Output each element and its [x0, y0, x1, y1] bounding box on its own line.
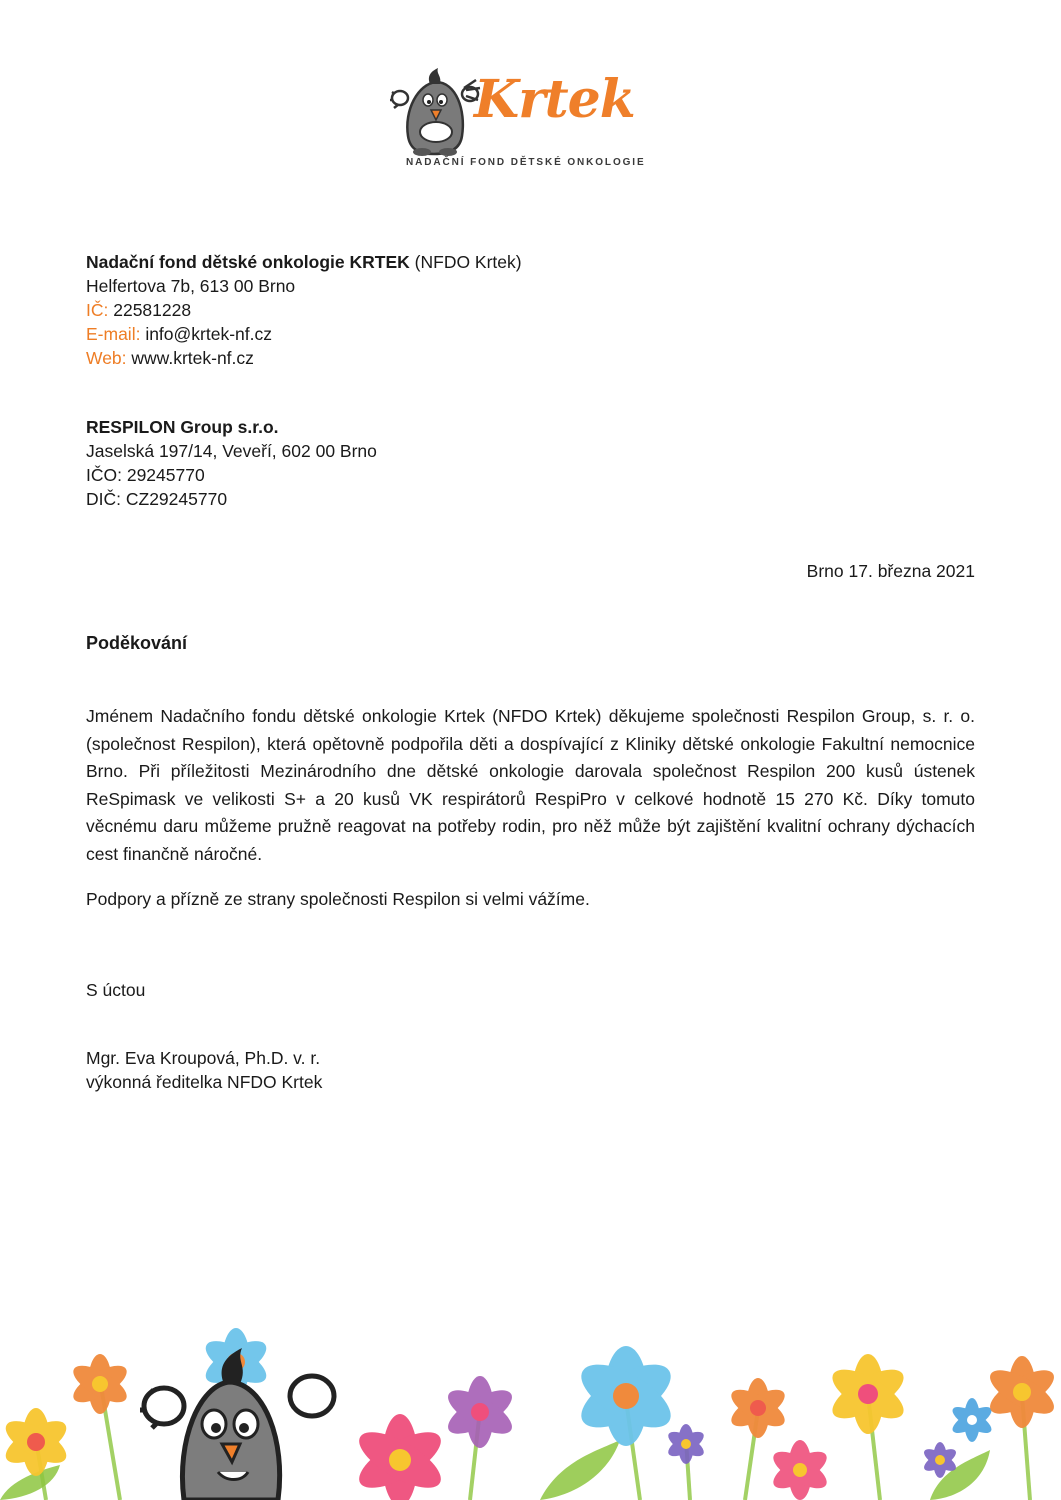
body-paragraph-closing: Podpory a přízně ze strany společnosti Respilon si velmi vážíme. — [86, 889, 590, 909]
recipient-name: RESPILON Group s.r.o. — [86, 417, 279, 437]
mole-mascot-icon — [386, 66, 482, 158]
logo-wordmark: Krtek — [474, 69, 635, 130]
krtek-logo — [386, 66, 646, 172]
flower-yellow-right — [825, 1354, 910, 1434]
sender-address-block — [86, 250, 522, 370]
flowers-footer-illustration — [0, 1300, 1061, 1500]
sender-web-line — [86, 346, 522, 370]
flower-orange-center — [726, 1378, 790, 1438]
leaves — [0, 1440, 990, 1500]
flower-pink — [351, 1414, 449, 1500]
footer-mole-mascot — [140, 1348, 334, 1500]
letter-date: Brno 17. března 2021 — [806, 561, 975, 581]
sender-ic-line — [86, 298, 522, 322]
flower-yellow-left — [0, 1408, 72, 1476]
flower-orange-right — [984, 1356, 1060, 1428]
sender-ic-value: 22581228 — [108, 300, 192, 320]
flower-pink-small — [768, 1440, 832, 1500]
signatory-name: Mgr. Eva Kroupová, Ph.D. v. r. — [86, 1048, 321, 1068]
sender-web-label: Web: — [86, 348, 127, 368]
logo-tagline: NADAČNÍ FOND DĚTSKÉ ONKOLOGIE — [406, 157, 646, 168]
sender-address: Helfertova 7b, 613 00 Brno — [86, 276, 296, 296]
body-paragraph: Jménem Nadačního fondu dětské onkologie Krtek (NFDO Krtek) děkujeme společnosti Respilon Group, s. r. o. (společnost Respilon), která opětovně podpořila děti a dospívající z Kliniky dětské onkologie Fakultní nemocnice Brno. Při příležitosti Mezinárodního dne dětské onkologie darovala společnost Respilon 200 kusů ústenek ReSpimask ve velikosti S+ a 20 kusů VK respirátorů RespiPro v celkové hodnotě 15 270 Kč. Díky tomuto věcnému daru můžeme pružně reagovat na potřeby rodin, pro něž může být zajištění kvalitní ochrany dýchacích cest finančně náročné. — [86, 706, 975, 864]
closing-salutation: S úctou — [86, 980, 146, 1000]
recipient-ico: IČO: 29245770 — [86, 465, 205, 485]
sender-web-link[interactable]: www.krtek-nf.cz — [126, 348, 254, 368]
flower-lightblue-small — [949, 1398, 995, 1442]
sender-abbrev: (NFDO Krtek) — [409, 252, 522, 272]
sender-email-line — [86, 322, 522, 346]
sender-name: Nadační fond dětské onkologie KRTEK — [86, 252, 410, 272]
recipient-address-block — [86, 415, 377, 511]
recipient-address: Jaselská 197/14, Veveří, 602 00 Brno — [86, 441, 377, 461]
signature-block — [86, 1046, 322, 1094]
flower-blue-center — [572, 1346, 681, 1446]
sender-email-label: E-mail: — [86, 324, 141, 344]
sender-ic-label: IČ: — [86, 300, 109, 320]
sender-email-link[interactable]: info@krtek-nf.cz — [140, 324, 273, 344]
signatory-title: výkonná ředitelka NFDO Krtek — [86, 1072, 323, 1092]
letter-heading: Poděkování — [86, 633, 188, 653]
flower-small-purple — [665, 1424, 708, 1464]
flower-purple — [442, 1376, 518, 1448]
flower-orange-left — [68, 1354, 132, 1414]
recipient-dic: DIČ: CZ29245770 — [86, 489, 228, 509]
sender-name-line — [86, 250, 522, 274]
